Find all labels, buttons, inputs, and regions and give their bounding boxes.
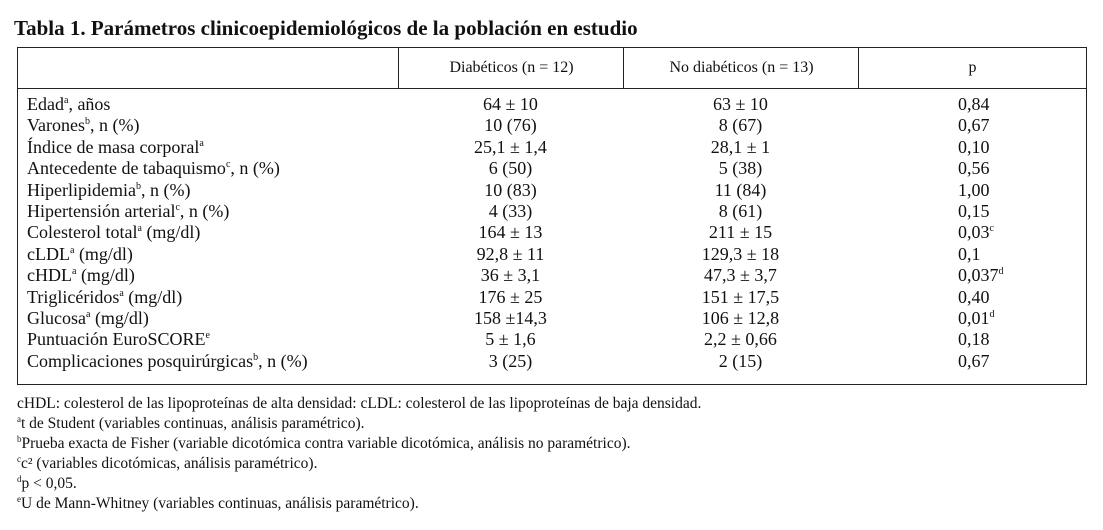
data-table — [17, 47, 1087, 385]
cell-diabetic: 158 ±14,3 — [474, 307, 547, 328]
table-row — [18, 201, 1086, 222]
row-label-superscript: a — [119, 287, 124, 299]
p-superscript: d — [998, 266, 1004, 278]
table-body — [18, 94, 1086, 372]
row-label — [27, 201, 229, 222]
p-value: 0,40 — [958, 286, 990, 307]
row-label — [27, 265, 135, 286]
cell-nondiabetic: 11 (84) — [714, 179, 767, 200]
table-row — [18, 351, 1086, 372]
row-label-superscript: c — [225, 159, 231, 171]
table-row — [18, 158, 1086, 179]
cell-diabetic: 176 ± 25 — [478, 286, 543, 307]
cell-nondiabetic: 28,1 ± 1 — [710, 136, 771, 157]
cell-diabetic: 5 ± 1,6 — [485, 329, 536, 350]
footnote-text: cHDL: colesterol de las lipoproteínas de alta densidad: cLDL: colesterol de las lipoproteínas de baja densidad. — [17, 395, 702, 412]
cell-diabetic: 64 ± 10 — [483, 94, 538, 114]
p-value: 0,10 — [958, 136, 990, 157]
p-value: 0,01 — [958, 307, 990, 328]
row-label — [27, 115, 139, 136]
row-label-superscript: c — [175, 201, 180, 213]
cell-p — [958, 287, 990, 308]
cell-nondiabetic: 47,3 ± 3,7 — [704, 265, 777, 286]
cell-diabetic: 10 (83) — [484, 179, 537, 200]
footnote-text: U de Mann-Whitney (variables continuas, análisis paramétrico). — [21, 495, 419, 512]
table-row — [18, 180, 1086, 201]
p-value: 0,56 — [958, 158, 990, 179]
footnote-marker: c — [17, 454, 21, 464]
p-value: 0,037 — [958, 265, 999, 286]
row-label — [27, 94, 110, 115]
row-label-suffix: (mg/dl) — [141, 222, 201, 243]
cell-p — [958, 329, 990, 350]
footnote — [17, 414, 701, 434]
cell-p — [958, 115, 990, 136]
row-label-text: Edad — [27, 94, 64, 114]
cell-diabetic: 92,8 ± 11 — [476, 243, 545, 264]
table-row — [18, 137, 1086, 158]
header-nondiabetic: No diabéticos (n = 13) — [669, 59, 814, 76]
cell-nondiabetic: 63 ± 10 — [713, 94, 768, 114]
cell-p — [958, 351, 990, 372]
table-row — [18, 287, 1086, 308]
row-label — [27, 308, 149, 329]
header-diabetic: Diabéticos (n = 12) — [449, 59, 574, 76]
cell-nondiabetic: 5 (38) — [718, 158, 763, 179]
table-footnotes — [17, 394, 701, 514]
row-label-suffix: , n (%) — [258, 350, 308, 371]
footnote-marker: a — [17, 414, 21, 424]
cell-nondiabetic: 8 (61) — [718, 200, 763, 221]
header-p: p — [968, 59, 977, 76]
cell-p — [958, 222, 994, 243]
p-value: 0,18 — [958, 329, 990, 350]
footnote-text: c² (variables dicotómicas, análisis paramétrico). — [21, 455, 318, 472]
cell-diabetic: 6 (50) — [488, 158, 533, 179]
cell-p — [958, 180, 990, 201]
row-label-text: Antecedente de tabaquismo — [27, 158, 226, 179]
row-label-text: Triglicéridos — [27, 286, 120, 307]
row-label-text: Hipertensión arterial — [27, 200, 176, 221]
row-label-text: cLDL — [27, 243, 70, 264]
row-label-superscript: e — [205, 330, 210, 342]
row-label — [27, 329, 210, 350]
footnote-text: t de Student (variables continuas, análisis paramétrico). — [21, 415, 365, 432]
row-label-text: Índice de masa corporal — [27, 136, 200, 157]
footnote-text: p < 0,05. — [21, 475, 77, 492]
table-title: Tabla 1. Parámetros clinicoepidemiológicos de la población en estudio — [14, 16, 638, 40]
cell-diabetic: 4 (33) — [488, 200, 533, 221]
table-row — [18, 265, 1086, 286]
table-row — [18, 244, 1086, 265]
row-label-text: Puntuación EuroSCORE — [27, 329, 206, 350]
footnote-marker: e — [17, 494, 21, 504]
table-row — [18, 222, 1086, 243]
row-label-suffix: , n (%) — [140, 179, 191, 200]
row-label-superscript: a — [137, 223, 142, 235]
row-label-suffix: , n (%) — [89, 115, 140, 136]
row-label-superscript: b — [253, 351, 259, 363]
row-label — [27, 351, 308, 372]
footnote-text: Prueba exacta de Fisher (variable dicotómica contra variable dicotómica, análisis no paramétrico). — [21, 435, 631, 452]
footnote — [17, 474, 701, 494]
cell-p — [958, 137, 990, 158]
row-label-superscript: a — [85, 308, 91, 320]
row-label-text: Varones — [27, 115, 85, 136]
row-label — [27, 222, 200, 243]
cell-nondiabetic: 211 ± 15 — [708, 222, 773, 243]
p-superscript: c — [989, 223, 994, 235]
footnote — [17, 454, 701, 474]
row-label-suffix: (mg/dl) — [123, 286, 183, 307]
cell-diabetic: 10 (76) — [484, 115, 537, 136]
header-label — [18, 48, 398, 88]
row-label — [27, 287, 182, 308]
p-value: 1,00 — [958, 179, 990, 200]
cell-nondiabetic: 2 (15) — [718, 350, 763, 371]
row-label-suffix: , n (%) — [179, 200, 230, 221]
cell-nondiabetic: 151 ± 17,5 — [701, 286, 780, 307]
footnote — [17, 494, 701, 514]
footnote — [17, 434, 701, 454]
row-label-text: Complicaciones posquirúrgicas — [27, 350, 254, 371]
row-label-suffix: (mg/dl) — [90, 307, 149, 328]
cell-p — [958, 158, 990, 179]
row-label — [27, 244, 133, 265]
cell-diabetic: 3 (25) — [488, 350, 533, 371]
footnote — [17, 394, 701, 414]
row-label-text: Hiperlipidemia — [27, 179, 136, 200]
cell-p — [958, 265, 1004, 286]
p-value: 0,03 — [958, 222, 990, 243]
cell-nondiabetic: 129,3 ± 18 — [701, 243, 780, 264]
row-label — [27, 180, 190, 201]
row-label-suffix: , años — [68, 94, 111, 114]
p-value: 0,1 — [958, 243, 981, 264]
row-label-text: Glucosa — [27, 307, 86, 328]
row-label-superscript: a — [199, 137, 204, 149]
row-label — [27, 137, 204, 158]
row-label-text: cHDL — [27, 265, 72, 286]
footnote-marker: b — [17, 434, 22, 444]
row-label-superscript: b — [84, 116, 90, 128]
row-label-suffix: (mg/dl) — [74, 243, 133, 264]
table-header-row — [18, 48, 1086, 89]
cell-p — [958, 201, 990, 222]
row-label-suffix: (mg/dl) — [76, 265, 135, 286]
table-row — [18, 115, 1086, 136]
row-label-superscript: a — [69, 244, 75, 256]
cell-p — [958, 244, 981, 265]
p-superscript: d — [989, 308, 995, 320]
cell-diabetic: 36 ± 3,1 — [480, 265, 541, 286]
cell-p — [958, 308, 995, 329]
table-row — [18, 308, 1086, 329]
row-label — [27, 158, 280, 179]
row-label-text: Colesterol total — [27, 222, 138, 243]
row-label-superscript: a — [63, 95, 69, 106]
row-label-superscript: b — [135, 180, 141, 192]
p-value: 0,15 — [958, 200, 990, 221]
cell-diabetic: 25,1 ± 1,4 — [474, 136, 547, 157]
cell-nondiabetic: 106 ± 12,8 — [701, 307, 780, 328]
cell-nondiabetic: 8 (67) — [718, 115, 763, 136]
cell-nondiabetic: 2,2 ± 0,66 — [704, 329, 777, 350]
cell-p — [958, 94, 990, 115]
footnote-marker: d — [17, 474, 22, 484]
row-label-superscript: a — [71, 266, 77, 278]
table-row — [18, 329, 1086, 350]
cell-diabetic: 164 ± 13 — [478, 222, 543, 243]
row-label-suffix: , n (%) — [230, 158, 280, 179]
table-row — [18, 94, 1086, 115]
p-value: 0,67 — [958, 115, 990, 136]
p-value: 0,67 — [958, 350, 990, 371]
p-value: 0,84 — [958, 94, 990, 114]
